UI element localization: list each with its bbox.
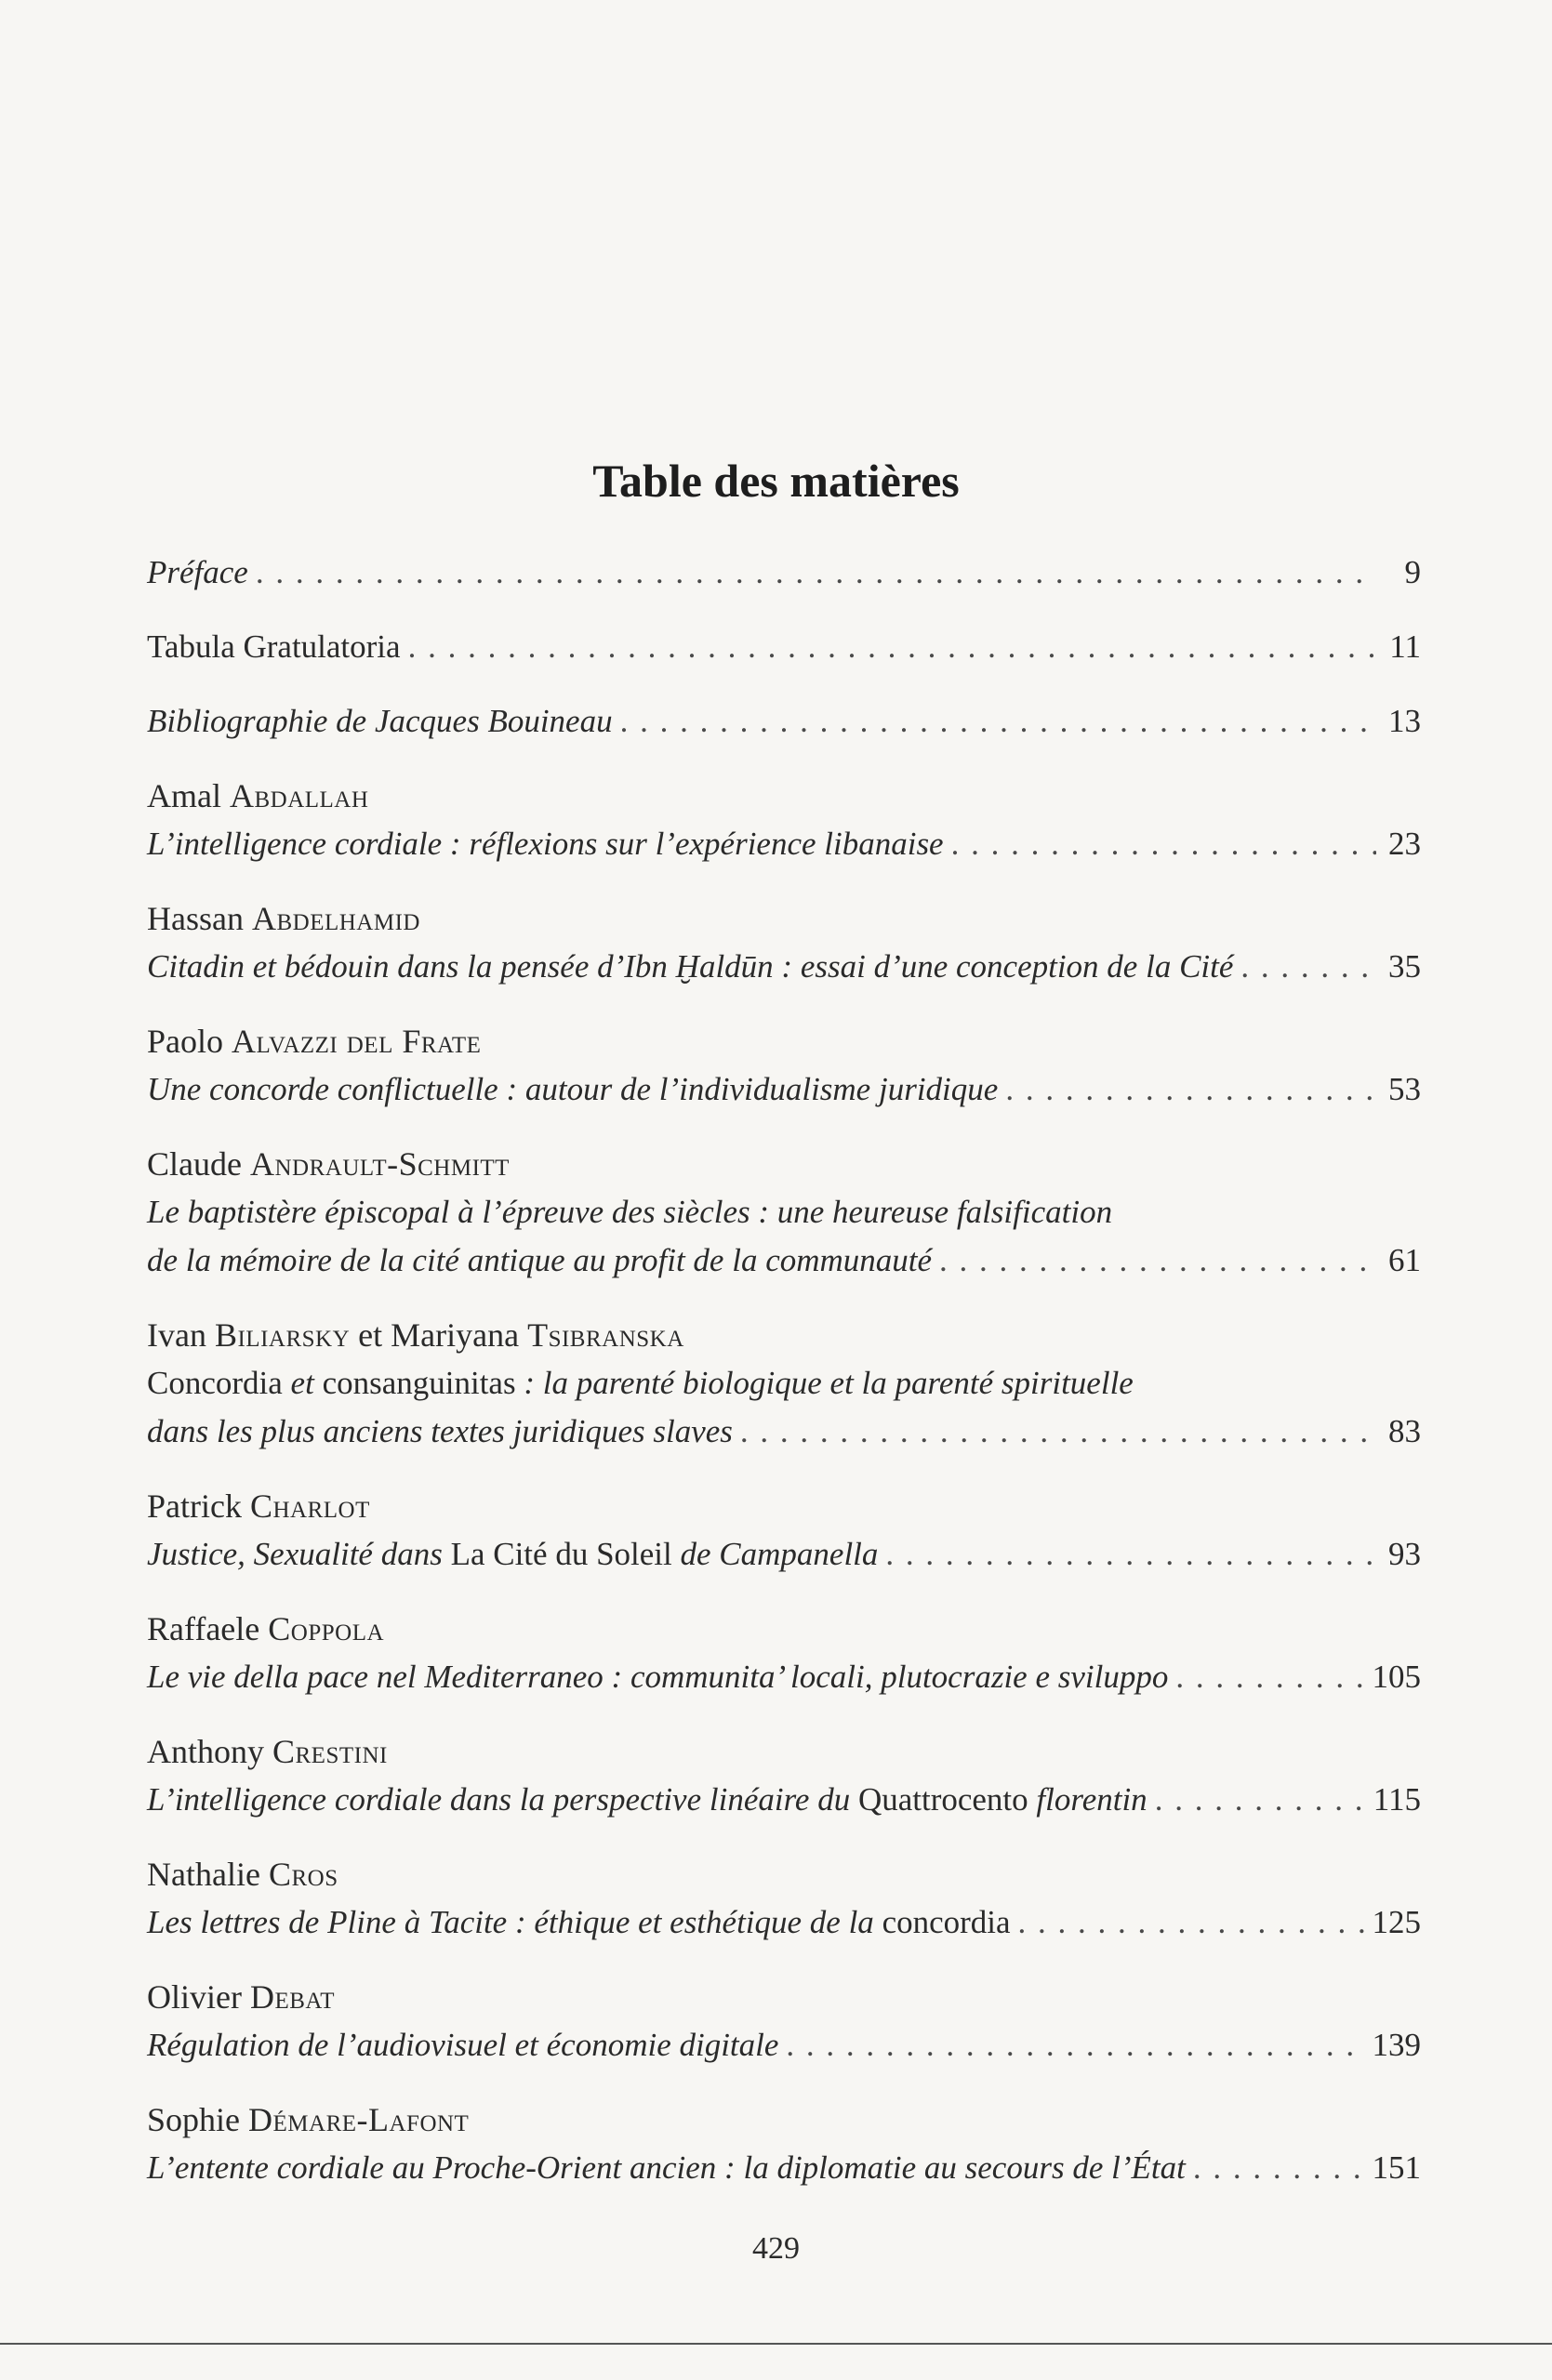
toc-entry [147, 1605, 1421, 1701]
author-name: Patrick Charlot [147, 1488, 370, 1525]
page-ref: 139 [1372, 2027, 1421, 2063]
toc-line [147, 1776, 1421, 1824]
entry-title: Régulation de l’audiovisuel et économie digitale [147, 2027, 779, 2063]
page-ref: 83 [1388, 1413, 1421, 1449]
toc-line [147, 820, 1421, 868]
toc-line [147, 1065, 1421, 1114]
entry-title: Bibliographie de Jacques Bouineau [147, 703, 613, 739]
dot-leader [951, 820, 1376, 868]
toc-entry [147, 1017, 1421, 1114]
entry-title: de la mémoire de la cité antique au profit de la communauté [147, 1242, 933, 1278]
toc-line [147, 2021, 1421, 2069]
dot-leader [1193, 2144, 1365, 2192]
entry-title: Tabula Gratulatoria [147, 628, 401, 665]
entry-title: Les lettres de Pline à Tacite : éthique et esthétique de la concordia [147, 1904, 1011, 1940]
toc-entry-preface [147, 549, 1421, 597]
dot-leader [1018, 1898, 1365, 1947]
entry-title-line: Le baptistère épiscopal à l’épreuve des siècles : une heureuse falsification [147, 1194, 1113, 1230]
author-name: Hassan Abdelhamid [147, 900, 420, 937]
dot-leader [1175, 1653, 1364, 1701]
entry-title: L’intelligence cordiale : réflexions sur l’expérience libanaise [147, 826, 944, 862]
page-ref: 61 [1388, 1242, 1421, 1278]
toc-entry [147, 894, 1421, 991]
toc-line [147, 623, 1421, 671]
author-name: Paolo Alvazzi del Frate [147, 1023, 482, 1060]
dot-leader [1240, 943, 1376, 991]
entry-title: L’entente cordiale au Proche-Orient ancien : la diplomatie au secours de l’État [147, 2149, 1186, 2186]
toc-line [147, 2144, 1421, 2192]
page-ref: 9 [1404, 554, 1421, 590]
toc-entry [147, 1482, 1421, 1579]
table-of-contents [147, 549, 1421, 2218]
author-name: Olivier Debat [147, 1978, 335, 2016]
dot-leader [786, 2021, 1364, 2069]
page-ref: 11 [1389, 628, 1421, 665]
dot-leader [939, 1236, 1376, 1285]
author-name: Anthony Crestini [147, 1733, 388, 1770]
toc-entry-tabula [147, 623, 1421, 671]
dot-leader [1005, 1065, 1376, 1114]
page-number: 429 [752, 2231, 800, 2266]
toc-line [147, 1898, 1421, 1947]
page-ref: 115 [1373, 1781, 1421, 1818]
toc-line [147, 1236, 1421, 1285]
entry-title: Le vie della pace nel Mediterraneo : communita’ locali, plutocrazie e sviluppo [147, 1659, 1169, 1695]
toc-entry [147, 2096, 1421, 2192]
author-name: Sophie Démare-Lafont [147, 2101, 470, 2138]
toc-line [147, 1408, 1421, 1456]
toc-entry [147, 1140, 1421, 1285]
dot-leader [740, 1408, 1376, 1456]
entry-title: Préface [147, 554, 248, 590]
page-ref: 93 [1388, 1536, 1421, 1572]
toc-line [147, 1653, 1421, 1701]
toc-entry [147, 772, 1421, 868]
page-ref: 23 [1388, 826, 1421, 862]
toc-entry [147, 1850, 1421, 1947]
dot-leader [1155, 1776, 1366, 1824]
toc-entry-bibliographie [147, 697, 1421, 746]
author-name: Amal Abdallah [147, 777, 369, 814]
page-ref: 35 [1388, 948, 1421, 985]
dot-leader [885, 1530, 1376, 1579]
page-ref: 53 [1388, 1071, 1421, 1107]
toc-entry [147, 1727, 1421, 1824]
author-name: Claude Andrault-Schmitt [147, 1145, 510, 1183]
entry-title-line: Concordia et consanguinitas : la parenté biologique et la parenté spirituelle [147, 1365, 1134, 1401]
entry-title: dans les plus anciens textes juridiques slaves [147, 1413, 733, 1449]
page-ref: 151 [1372, 2149, 1421, 2186]
page-ref: 105 [1372, 1659, 1421, 1695]
toc-line [147, 943, 1421, 991]
author-name: Nathalie Cros [147, 1856, 338, 1893]
entry-title: Citadin et bédouin dans la pensée d’Ibn Ḫaldūn : essai d’une conception de la Cité [147, 948, 1234, 985]
page-ref: 125 [1372, 1904, 1421, 1940]
toc-line [147, 1530, 1421, 1579]
toc-line [147, 549, 1421, 597]
entry-title: Justice, Sexualité dans La Cité du Soleil de Campanella [147, 1536, 879, 1572]
toc-entry [147, 1973, 1421, 2069]
entry-title: L’intelligence cordiale dans la perspective linéaire du Quattrocento florentin [147, 1781, 1147, 1818]
toc-entry [147, 1311, 1421, 1456]
dot-leader [256, 549, 1376, 597]
page-ref: 13 [1388, 703, 1421, 739]
page-title: Table des matières [592, 455, 960, 507]
dot-leader [408, 623, 1376, 671]
entry-title: Une concorde conflictuelle : autour de l’individualisme juridique [147, 1071, 999, 1107]
scan-edge-line [0, 2343, 1552, 2345]
author-name: Raffaele Coppola [147, 1610, 385, 1647]
toc-line [147, 697, 1421, 746]
author-name: Ivan Biliarsky et Mariyana Tsibranska [147, 1316, 684, 1354]
dot-leader [620, 697, 1376, 746]
